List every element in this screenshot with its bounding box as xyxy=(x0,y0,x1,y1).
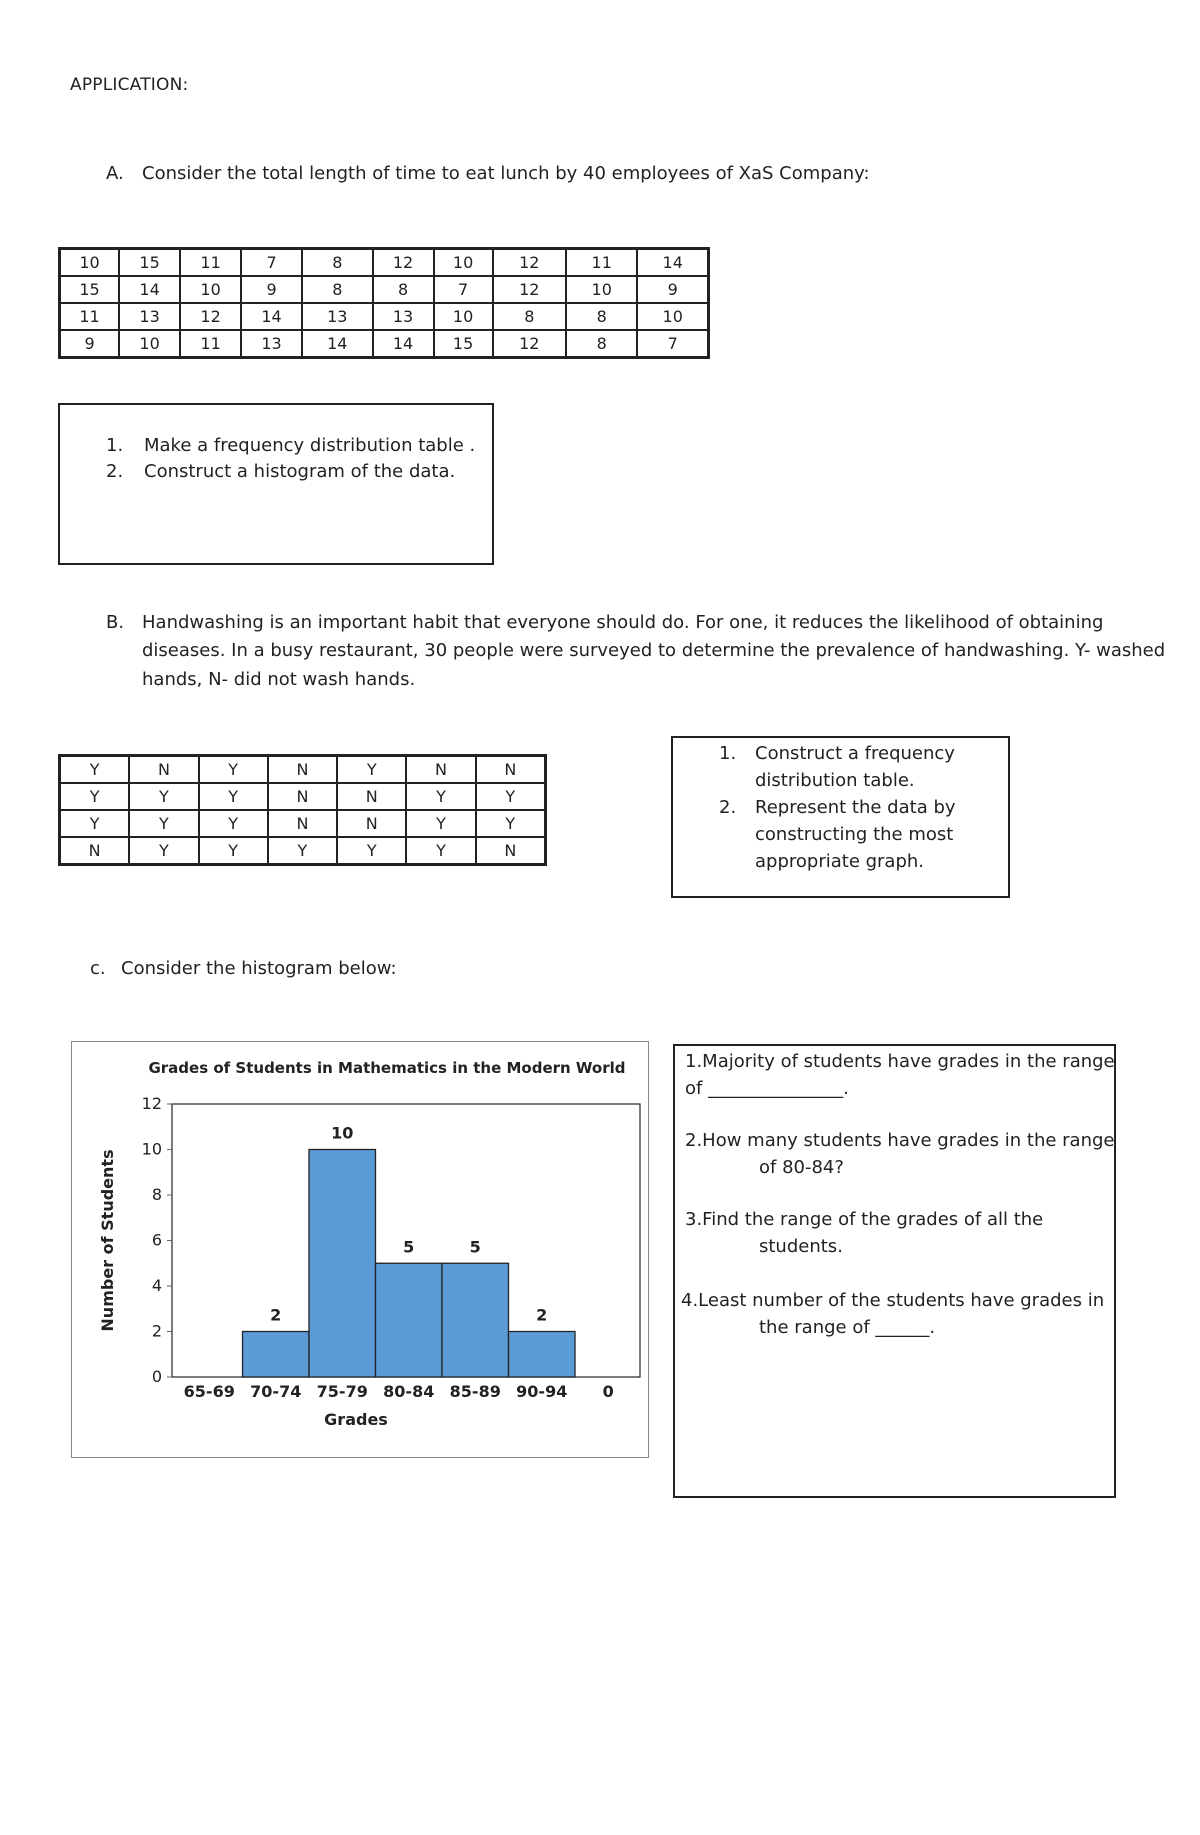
table-cell: 10 xyxy=(637,303,708,330)
table-cell: 14 xyxy=(302,330,373,358)
histogram-bar xyxy=(309,1150,376,1378)
handwashing-table xyxy=(58,754,547,866)
section-a-task-box xyxy=(58,403,494,565)
section-c-prompt: Consider the histogram below: xyxy=(121,958,397,979)
table-cell: Y xyxy=(199,810,268,837)
table-cell: 12 xyxy=(373,249,434,277)
question-3 xyxy=(685,1206,1043,1260)
task-item xyxy=(106,433,475,459)
table-cell: 14 xyxy=(637,249,708,277)
table-cell: Y xyxy=(406,783,475,810)
histogram-frame xyxy=(71,1041,649,1458)
x-axis-label: Grades xyxy=(324,1410,388,1429)
table-cell: N xyxy=(268,756,337,784)
x-tick-label: 85-89 xyxy=(449,1382,501,1401)
table-cell: N xyxy=(268,810,337,837)
table-cell: Y xyxy=(60,756,130,784)
table-cell: N xyxy=(476,756,546,784)
histogram-bar xyxy=(442,1263,509,1377)
chart-title: Grades of Students in Mathematics in the Modern World xyxy=(148,1059,626,1077)
question-text: the range of ______. xyxy=(759,1317,936,1338)
task-number: 1. xyxy=(106,435,124,456)
table-cell: 7 xyxy=(241,249,302,277)
table-cell: Y xyxy=(476,783,546,810)
table-cell: 12 xyxy=(180,303,241,330)
data-label: 2 xyxy=(536,1305,548,1325)
data-label: 5 xyxy=(469,1237,481,1257)
x-tick-label: 75-79 xyxy=(316,1382,368,1401)
y-tick-label: 0 xyxy=(151,1367,162,1386)
table-row xyxy=(60,783,546,810)
section-c-question-box xyxy=(673,1044,1116,1498)
table-cell: Y xyxy=(337,756,406,784)
table-cell: 12 xyxy=(493,249,566,277)
section-b-task-box xyxy=(671,736,1010,898)
question-2 xyxy=(685,1127,1115,1181)
table-cell: 15 xyxy=(60,276,120,303)
table-row xyxy=(60,249,709,277)
x-tick-label: 0 xyxy=(602,1382,614,1401)
section-b-line-3: hands, N- did not wash hands. xyxy=(142,669,416,690)
table-row xyxy=(60,756,546,784)
table-cell: N xyxy=(129,756,198,784)
table-cell: 8 xyxy=(302,249,373,277)
table-cell: 12 xyxy=(493,276,566,303)
section-b-label: B. xyxy=(106,612,125,633)
y-tick-label: 8 xyxy=(151,1185,162,1204)
task-text: Construct a frequency xyxy=(755,743,955,764)
question-text: of 80-84? xyxy=(759,1157,844,1178)
histogram-bar xyxy=(376,1263,443,1377)
x-tick-label: 70-74 xyxy=(250,1382,302,1401)
table-cell: 13 xyxy=(241,330,302,358)
table-cell: Y xyxy=(406,810,475,837)
section-b-line-1: Handwashing is an important habit that everyone should do. For one, it reduces the likelihood of obtaining xyxy=(142,612,1104,633)
y-tick-label: 6 xyxy=(151,1230,162,1250)
table-cell: N xyxy=(406,756,475,784)
x-tick-label: 90-94 xyxy=(516,1382,568,1401)
table-cell: 7 xyxy=(434,276,493,303)
table-cell: 9 xyxy=(241,276,302,303)
table-cell: 8 xyxy=(566,330,637,358)
table-cell: N xyxy=(476,837,546,865)
section-a-prompt: Consider the total length of time to eat lunch by 40 employees of XaS Company: xyxy=(142,163,870,184)
table-cell: Y xyxy=(60,810,130,837)
table-cell: 14 xyxy=(373,330,434,358)
y-axis-label: Number of Students xyxy=(98,1149,117,1332)
table-cell: N xyxy=(337,783,406,810)
lunch-time-table xyxy=(58,247,710,359)
task-text: Represent the data by xyxy=(755,797,956,818)
task-number: 2. xyxy=(719,797,737,818)
table-row xyxy=(60,330,709,358)
section-c-label: c. xyxy=(90,958,106,979)
table-cell: 11 xyxy=(180,249,241,277)
question-text: 4.Least number of the students have grades in xyxy=(681,1290,1105,1311)
page-heading: APPLICATION: xyxy=(70,75,189,95)
question-text: 1.Majority of students have grades in the range xyxy=(685,1051,1115,1072)
table-cell: 8 xyxy=(566,303,637,330)
x-tick-label: 80-84 xyxy=(383,1382,435,1401)
table-cell: 13 xyxy=(373,303,434,330)
question-text: 2.How many students have grades in the range xyxy=(685,1130,1115,1151)
table-cell: 8 xyxy=(373,276,434,303)
data-label: 2 xyxy=(270,1305,282,1325)
histogram-bar xyxy=(243,1332,310,1378)
table-cell: 10 xyxy=(60,249,120,277)
table-cell: Y xyxy=(129,837,198,865)
section-a-task-list xyxy=(106,433,475,485)
y-tick-label: 10 xyxy=(141,1139,162,1159)
table-cell: N xyxy=(268,783,337,810)
table-cell: Y xyxy=(129,810,198,837)
table-cell: N xyxy=(60,837,130,865)
section-b-line-2: diseases. In a busy restaurant, 30 people were surveyed to determine the prevalence of handwashing. Y- washed xyxy=(142,640,1166,661)
table-cell: 15 xyxy=(434,330,493,358)
table-cell: 9 xyxy=(60,330,120,358)
task-number: 1. xyxy=(719,743,737,764)
table-cell: 8 xyxy=(302,276,373,303)
task-text: appropriate graph. xyxy=(755,851,925,872)
table-cell: 14 xyxy=(241,303,302,330)
table-cell: Y xyxy=(268,837,337,865)
table-cell: 10 xyxy=(566,276,637,303)
table-cell: 10 xyxy=(434,303,493,330)
y-tick-label: 12 xyxy=(141,1094,162,1113)
table-cell: Y xyxy=(60,783,130,810)
table-row xyxy=(60,837,546,865)
data-label: 10 xyxy=(331,1123,354,1143)
table-row xyxy=(60,276,709,303)
task-text: Construct a histogram of the data. xyxy=(144,461,456,482)
task-text: Make a frequency distribution table . xyxy=(144,435,476,456)
question-text: of _______________. xyxy=(685,1078,849,1099)
table-cell: 15 xyxy=(119,249,180,277)
grades-histogram xyxy=(72,1042,650,1459)
table-cell: 11 xyxy=(60,303,120,330)
task-text: distribution table. xyxy=(755,770,915,791)
section-a-label: A. xyxy=(106,163,124,184)
table-row xyxy=(60,303,709,330)
question-text: 3.Find the range of the grades of all the xyxy=(685,1209,1044,1230)
table-cell: Y xyxy=(476,810,546,837)
table-cell: 10 xyxy=(119,330,180,358)
table-cell: Y xyxy=(406,837,475,865)
data-label: 5 xyxy=(403,1237,415,1257)
histogram-bar xyxy=(509,1332,576,1378)
table-cell: 11 xyxy=(180,330,241,358)
y-tick-label: 4 xyxy=(151,1276,162,1295)
table-cell: Y xyxy=(199,783,268,810)
x-tick-label: 65-69 xyxy=(183,1382,235,1401)
table-cell: 9 xyxy=(637,276,708,303)
table-cell: Y xyxy=(337,837,406,865)
table-cell: Y xyxy=(129,783,198,810)
table-cell: 7 xyxy=(637,330,708,358)
table-cell: 8 xyxy=(493,303,566,330)
table-cell: N xyxy=(337,810,406,837)
table-cell: 14 xyxy=(119,276,180,303)
table-cell: 11 xyxy=(566,249,637,277)
table-cell: 10 xyxy=(434,249,493,277)
task-text: constructing the most xyxy=(755,824,954,845)
table-cell: 13 xyxy=(302,303,373,330)
table-cell: Y xyxy=(199,756,268,784)
question-text: students. xyxy=(759,1236,843,1257)
table-cell: 10 xyxy=(180,276,241,303)
table-cell: 13 xyxy=(119,303,180,330)
table-cell: Y xyxy=(199,837,268,865)
question-1 xyxy=(685,1048,1115,1102)
table-row xyxy=(60,810,546,837)
question-4 xyxy=(681,1287,1104,1341)
table-cell: 12 xyxy=(493,330,566,358)
task-item xyxy=(106,459,475,485)
task-number: 2. xyxy=(106,461,124,482)
y-tick-label: 2 xyxy=(151,1321,162,1341)
